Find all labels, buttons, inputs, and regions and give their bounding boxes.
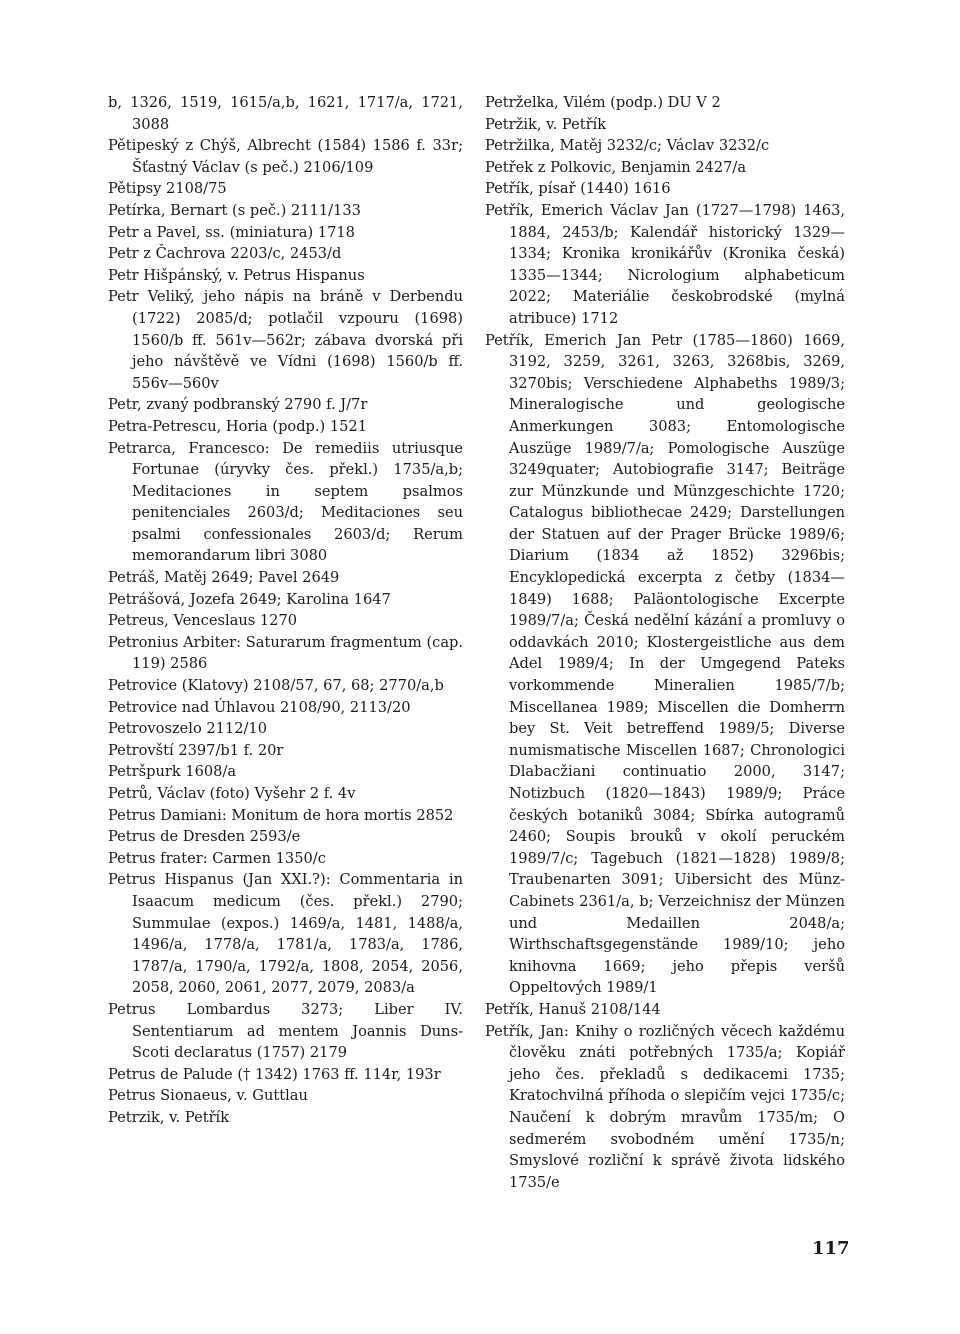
index-entry: Petráš, Matěj 2649; Pavel 2649 [108, 569, 340, 587]
index-entry: Petřík, Jan: Knihy o rozličných věcech každému člověku znáti potřebných 1735/a; Kopiář jeho čes. překladů s dedikacemi 1735; Kratochvilná příhoda o slepičím vejci 1735/c; Naučení k dobrým mravům 1735/m; O sedmerém svobodném umění 1735/n; Smyslové rozliční k správě života lidského 1735/e [485, 1022, 845, 1191]
index-entry: Petronius Arbiter: Saturarum fragmentum (cap. 119) 2586 [108, 633, 463, 673]
index-entry: Petrášová, Jozefa 2649; Karolina 1647 [108, 590, 391, 608]
index-entry: Petr z Čachrova 2203/c, 2453/d [108, 245, 342, 263]
index-entry: Petrus Hispanus (Jan XXI.?): Commentaria in Isaacum medicum (čes. překl.) 2790; Summulae (expos.) 1469/a, 1481, 1488/a, 1496/a, 1778/a, 1781/a, 1783/a, 1786, 1787/a, 1790/a, 1792/a, 1808, 2054, 2056, 2058, 2060, 2061, 2077, 2079, 2083/a [108, 871, 463, 997]
index-entry: Petrus Sionaeus, v. Guttlau [108, 1087, 308, 1105]
index-entry: Petrus Lombardus 3273; Liber IV. Sententiarum ad mentem Joannis Duns-Scoti declaratus (1757) 2179 [108, 1000, 463, 1062]
index-entry: Petra-Petrescu, Horia (podp.) 1521 [108, 417, 368, 435]
index-entry: Petrzik, v. Petřík [108, 1108, 230, 1126]
index-entry: Petrů, Václav (foto) Vyšehr 2 f. 4v [108, 785, 356, 802]
index-entry: Petrus de Dresden 2593/e [108, 828, 301, 846]
index-entry: Petrovoszelo 2112/10 [108, 720, 267, 738]
index-entry: Petr a Pavel, ss. (miniatura) 1718 [108, 223, 355, 241]
index-entry: Petrus de Palude († 1342) 1763 ff. 114r, 193r [108, 1065, 441, 1083]
index-column-left [108, 92, 463, 1129]
page-number: 117 [812, 1238, 850, 1259]
index-entry: Petržilka, Matěj 3232/c; Václav 3232/c [485, 137, 770, 155]
index-entry: Petreus, Venceslaus 1270 [108, 612, 298, 630]
index-entry: Petřík, Emerich Václav Jan (1727—1798) 1463, 1884, 2453/b; Kalendář historický 1329—1334; Kronika kronikářův (Kronika česká) 1335—1344; Nicrologium alphabeticum 2022; Materiálie českobrodské (mylná atribuce) 1712 [485, 201, 845, 327]
index-entry: Petřík, Hanuš 2108/144 [485, 1000, 661, 1018]
index-entry: Petřek z Polkovic, Benjamin 2427/a [485, 158, 747, 176]
index-entry: Pětipsy 2108/75 [108, 180, 227, 198]
index-entry: b, 1326, 1519, 1615/a,b, 1621, 1717/a, 1721, 3088 [108, 94, 463, 133]
index-entry: Petrarca, Francesco: De remediis utriusque Fortunae (úryvky čes. překl.) 1735/a,b; Meditaciones in septem psalmos penitenciales 2603/d; Meditaciones seu psalmi confessionales 2603/d; Rerum memorandarum libri 3080 [108, 439, 463, 565]
index-entry: Petrželka, Vilém (podp.) DU V 2 [485, 94, 721, 111]
index-entry: Petr Veliký, jeho nápis na bráně v Derbendu (1722) 2085/d; potlačil vzpouru (1698) 1560/b ff. 561v—562r; zábava dvorská při jeho návštěvě ve Vídni (1698) 1560/b ff. 556v—560v [108, 288, 463, 392]
index-entry: Pětipeský z Chýš, Albrecht (1584) 1586 f. 33r; Šťastný Václav (s peč.) 2106/109 [108, 137, 463, 176]
index-entry: Petrovští 2397/b1 f. 20r [108, 741, 284, 759]
index-entry: Petrovice nad Úhlavou 2108/90, 2113/20 [108, 698, 411, 716]
index-entry: Petr, zvaný podbranský 2790 f. J/7r [108, 396, 368, 414]
index-entry: Petrus Damiani: Monitum de hora mortis 2852 [108, 806, 454, 824]
index-entry: Petržik, v. Petřík [485, 115, 607, 133]
index-entry: Petřík, písař (1440) 1616 [485, 180, 671, 198]
index-entry: Petírka, Bernart (s peč.) 2111/133 [108, 201, 361, 219]
index-entry: Petřík, Emerich Jan Petr (1785—1860) 1669, 3192, 3259, 3261, 3263, 3268bis, 3269, 3270bis; Verschiedene Alphabeths 1989/3; Mineralogische und geologische Anmerkungen 3083; Entomologische Auszüge 1989/7/a; Pomologische Auszüge 3249quater; Autobiografie 3147; Beiträge zur Münzkunde und Münzgeschichte 1720; Catalogus bibliothecae 2429; Darstellungen der Statuen auf der Prager Brücke 1989/6; Diarium (1834 až 1852) 3296bis; Encyklopedická excerpta z četby (1834—1849) 1688; Paläontologische Excerpte 1989/7/a; Česká nedělní kázání a promluvy o oddavkách 2010; Klostergeistliche aus dem Adel 1989/4; In der Umgegend Pateks vorkommende Mineralien 1985/7/b; Miscellanea 1989; Miscellen die Domherrn bey St. Veit betreffend 1989/5; Diverse numismatische Miscellen 1687; Chronologici Dlabacžiani continuatio 2000, 3147; Notizbuch (1820—1843) 1989/9; Práce českých botaniků 3084; Sbírka autogramů 2460; Soupis brouků v okolí peruckém 1989/7/c; Tagebuch (1821—1828) 1989/8; Traubenarten 3091; Uibersicht des Münz-Cabinets 2361/a, b; Verzeichnisz der Münzen und Medaillen 2048/a; Wirthschaftsgegenstände 1989/10; jeho knihovna 1669; jeho přepis veršů Oppeltových 1989/1 [485, 331, 845, 997]
index-column-right [485, 92, 845, 1193]
index-entry: Petr Hišpánský, v. Petrus Hispanus [108, 266, 365, 284]
index-entry: Petršpurk 1608/a [108, 763, 237, 781]
index-entry: Petrus frater: Carmen 1350/c [108, 849, 326, 867]
index-entry: Petrovice (Klatovy) 2108/57, 67, 68; 2770/a,b [108, 677, 444, 695]
